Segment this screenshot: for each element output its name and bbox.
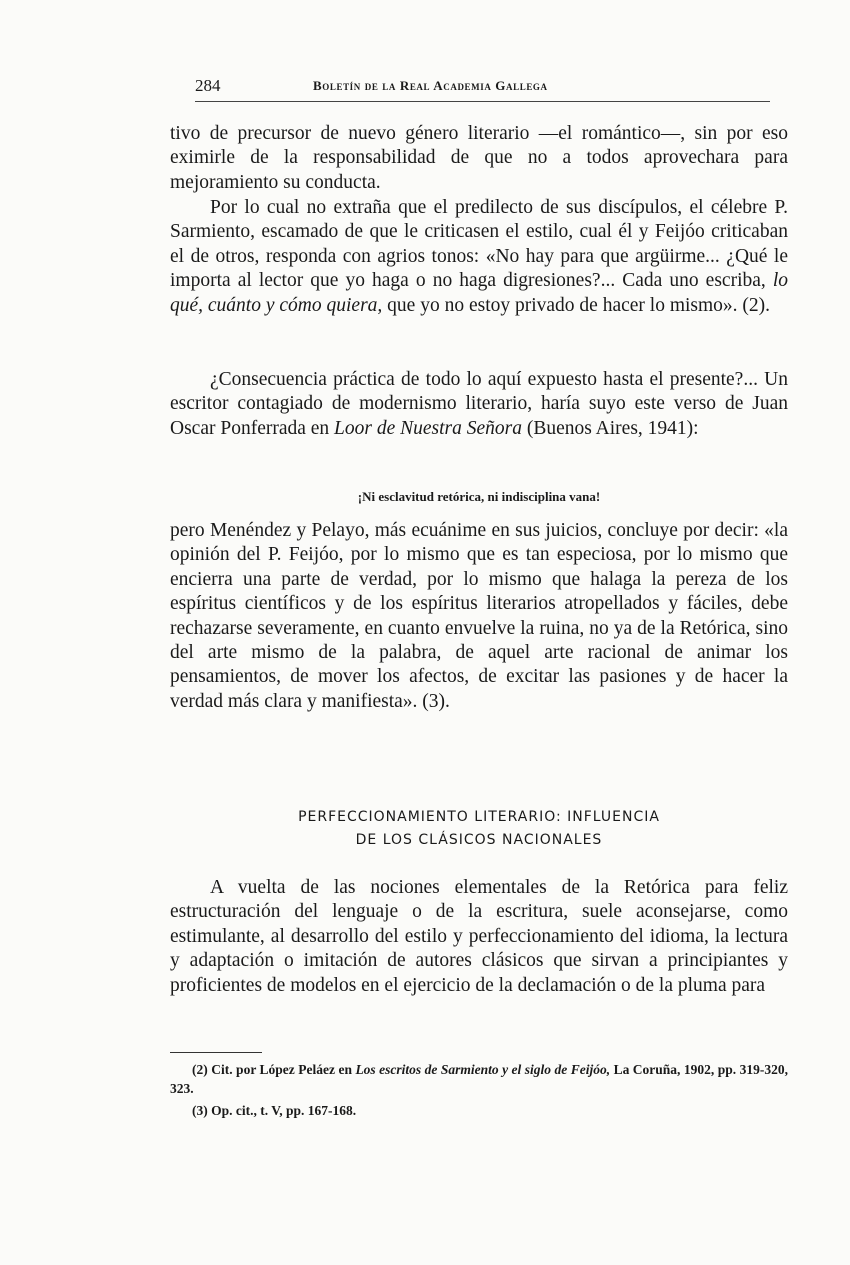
page-number: 284: [195, 76, 221, 95]
verse-quote: ¡Ni esclavitud retórica, ni indisciplina vana!: [357, 489, 601, 504]
paragraph-3: [170, 368, 788, 441]
running-title: Boletín de la Real Academia Gallega: [313, 78, 548, 93]
paragraph-3-text-end: (Buenos Aires, 1941):: [522, 417, 699, 439]
paragraph-4: pero Menéndez y Pelayo, más ecuánime en sus juicios, concluye por decir: «la opinión del P. Feijóo, por lo mismo que es tan especiosa, por lo mismo que encierra una parte de verdad, por lo mismo que halaga la pereza de los espíritus científicos y de los espíritus literarios atropellados y fáciles, debe rechazarse severamente, en cuanto envuelve la ruina, no ya de la Retórica, sino del arte mismo de la palabra, de aquel arte racional de animar los pensamientos, de mover los afectos, de excitar las pasiones y de hacer la verdad más clara y manifiesta». (3).: [170, 520, 788, 712]
paragraph-2-italic: lo qué, cuánto y cómo quiera,: [170, 270, 788, 316]
footnote-rule: [170, 1052, 262, 1053]
header-rule: [195, 101, 770, 102]
footnote-2-text-end: La Coruña, 1902, pp. 319-320, 323.: [170, 1062, 788, 1096]
paragraph-3-italic-title: Loor de Nuestra Señora: [334, 417, 523, 439]
paragraph-2-text-end: que yo no estoy privado de hacer lo mismo». (2).: [382, 294, 771, 316]
footnote-2-italic: Los escritos de Sarmiento y el siglo de Feijóo,: [355, 1062, 611, 1077]
paragraph-2: [170, 196, 788, 318]
page-header: [195, 74, 770, 100]
footnote-2: [170, 1060, 788, 1098]
section-heading-line-2: DE LOS CLÁSICOS NACIONALES: [355, 832, 603, 848]
section-heading-line-1: PERFECCIONAMIENTO LITERARIO: INFLUENCIA: [298, 809, 660, 825]
footnote-3: (3) Op. cit., t. V, pp. 167-168.: [192, 1103, 357, 1118]
paragraph-1: tivo de precursor de nuevo género literario —el romántico—, sin por eso eximirle de la responsabilidad de que no a todos aprovechara para mejoramiento su conducta.: [170, 123, 788, 193]
section-heading: [170, 806, 788, 852]
paragraph-5: A vuelta de las nociones elementales de la Retórica para feliz estructuración del lenguaje o de la escritura, suele aconsejarse, como estimulante, al desarrollo del estilo y perfeccionamiento del idioma, la lectura y adaptación o imitación de autores clásicos que sirvan a principiantes y proficientes de modelos en el ejercicio de la declamación o de la pluma para: [170, 877, 788, 996]
footnote-2-text: (2) Cit. por López Peláez en: [192, 1062, 356, 1077]
paragraph-3-text: ¿Consecuencia práctica de todo lo aquí expuesto hasta el presente?... Un escritor contagiado de modernismo literario, haría suyo este verso de Juan Oscar Ponferrada en: [170, 369, 788, 439]
paragraph-2-text: Por lo cual no extraña que el predilecto de sus discípulos, el célebre P. Sarmiento, escamado de que le criticasen el estilo, cual él y Feijóo criticaban el de otros, responda con agrios tonos: «No hay para que argüirme... ¿Qué le importa al lector que yo haga o no haga digresiones?... Cada uno escriba,: [170, 197, 788, 292]
